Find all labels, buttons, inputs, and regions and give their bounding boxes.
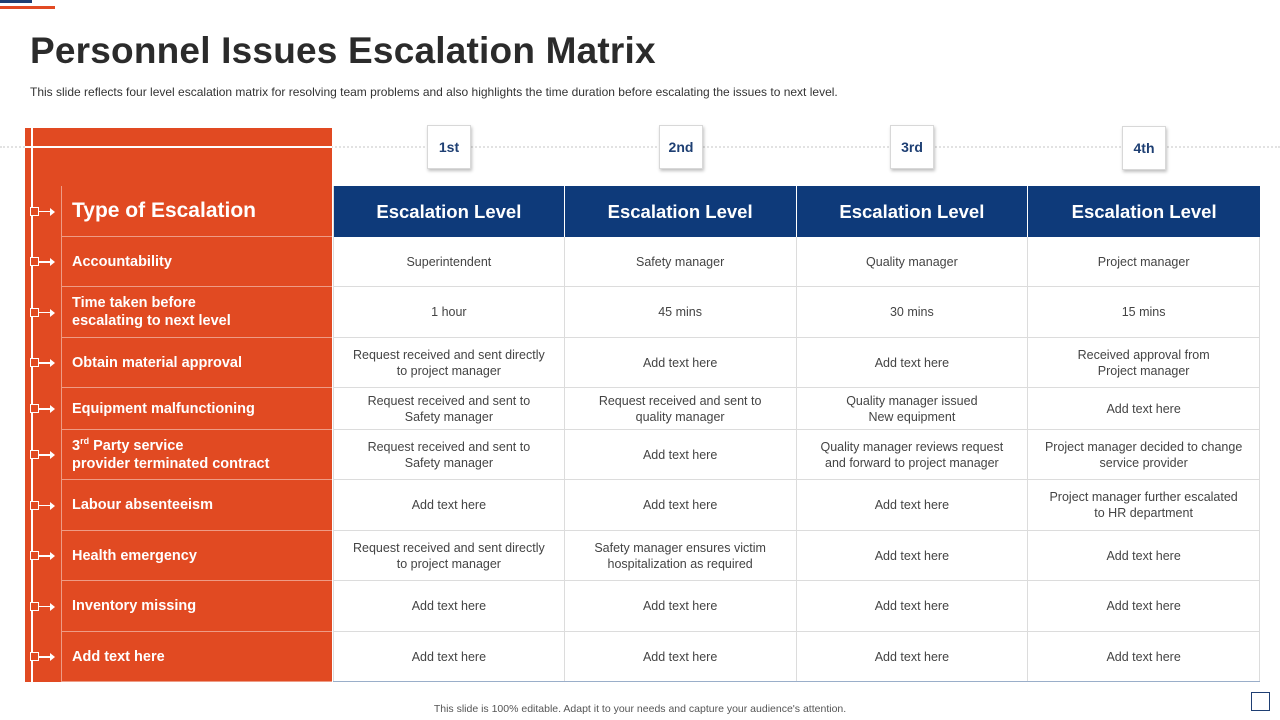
- label-ordinal-number: 3: [72, 437, 81, 454]
- column-header-escalation-level: Escalation Level: [797, 186, 1029, 237]
- table-cell: Superintendent: [333, 237, 565, 287]
- table-cell: 15 mins: [1028, 287, 1260, 338]
- table-cell: Quality manager issued New equipment: [797, 388, 1029, 430]
- table-row: [333, 531, 1260, 581]
- table-cell: Add text here: [797, 531, 1029, 581]
- label-text: Labour absenteeism: [72, 497, 214, 513]
- column-header-escalation-level: Escalation Level: [333, 186, 565, 237]
- escalation-type-label: [61, 430, 332, 480]
- label-text: Inventory missing: [72, 598, 197, 614]
- level-badge-1: 1st: [427, 125, 471, 169]
- row-connector-arrow-icon: [30, 652, 54, 662]
- escalation-type-text: [72, 354, 242, 372]
- row-connector-arrow-icon: [30, 358, 54, 368]
- table-cell: Add text here: [797, 338, 1029, 388]
- escalation-type-label: [61, 388, 332, 430]
- table-cell: Request received and sent directly to project manager: [333, 338, 565, 388]
- table-row: [333, 338, 1260, 388]
- escalation-type-text: [72, 547, 197, 565]
- row-connector-arrow-icon: [30, 207, 54, 217]
- table-row: [333, 237, 1260, 287]
- level-badge-4: 4th: [1122, 126, 1166, 170]
- table-cell: Add text here: [565, 632, 797, 682]
- label-text: Accountability: [72, 253, 172, 270]
- table-cell: 30 mins: [797, 287, 1029, 338]
- table-cell: Received approval from Project manager: [1028, 338, 1260, 388]
- table-cell: Project manager further escalated to HR department: [1028, 480, 1260, 531]
- escalation-type-label: [61, 632, 332, 682]
- escalation-type-label: [61, 480, 332, 531]
- table-row: [333, 287, 1260, 338]
- row-connector-arrow-icon: [30, 501, 54, 511]
- label-text: Obtain material approval: [72, 354, 243, 371]
- table-cell: Add text here: [1028, 581, 1260, 632]
- table-cell: Add text here: [1028, 388, 1260, 430]
- table-cell: Add text here: [1028, 632, 1260, 682]
- row-connector-arrow-icon: [30, 602, 54, 612]
- label-ordinal-suffix: rd: [80, 435, 90, 446]
- table-cell: Request received and sent directly to project manager: [333, 531, 565, 581]
- row-connector-arrow-icon: [30, 450, 54, 460]
- table-cell: Add text here: [797, 632, 1029, 682]
- accent-bar-blue: [0, 0, 32, 3]
- table-header-row: [333, 186, 1260, 237]
- escalation-type-label: [61, 287, 332, 338]
- escalation-type-text: [72, 648, 165, 666]
- type-of-escalation-heading: Type of Escalation: [61, 186, 332, 237]
- panel-top-line: [25, 146, 332, 148]
- label-text: Add text here: [72, 648, 165, 665]
- corner-marker: [1251, 692, 1270, 711]
- escalation-type-text: [72, 294, 231, 330]
- table-cell: Request received and sent to Safety manager: [333, 388, 565, 430]
- table-cell: Project manager: [1028, 237, 1260, 287]
- table-row: [333, 480, 1260, 531]
- table-cell: Add text here: [565, 338, 797, 388]
- level-badge-3: 3rd: [890, 125, 934, 169]
- label-text: Party service provider terminated contract: [72, 437, 270, 472]
- column-header-escalation-level: Escalation Level: [1028, 186, 1260, 237]
- escalation-type-text: [72, 400, 255, 418]
- slide-subtitle: This slide reflects four level escalation matrix for resolving team problems and also highlights the time duration before escalating the issues to next level.: [30, 85, 838, 99]
- table-cell: Add text here: [333, 480, 565, 531]
- row-connector-arrow-icon: [30, 308, 54, 318]
- escalation-type-text: [72, 496, 213, 514]
- table-cell: Add text here: [1028, 531, 1260, 581]
- table-cell: Add text here: [565, 480, 797, 531]
- level-badge-2: 2nd: [659, 125, 703, 169]
- table-cell: Quality manager reviews request and forward to project manager: [797, 430, 1029, 480]
- table-cell: Safety manager ensures victim hospitalization as required: [565, 531, 797, 581]
- slide-footer: This slide is 100% editable. Adapt it to your needs and capture your audience's attention.: [433, 703, 847, 715]
- column-header-escalation-level: Escalation Level: [565, 186, 797, 237]
- table-cell: 1 hour: [333, 287, 565, 338]
- accent-bar-orange: [0, 6, 55, 9]
- escalation-type-label: [61, 581, 332, 632]
- table-cell: Request received and sent to Safety manager: [333, 430, 565, 480]
- label-text: Time taken before escalating to next level: [72, 295, 231, 329]
- table-row: [333, 388, 1260, 430]
- table-bottom-rule: [333, 681, 1260, 682]
- table-cell: Add text here: [333, 581, 565, 632]
- table-cell: Add text here: [797, 480, 1029, 531]
- table-cell: Add text here: [333, 632, 565, 682]
- table-cell: Safety manager: [565, 237, 797, 287]
- escalation-type-text: [72, 437, 269, 473]
- row-connector-arrow-icon: [30, 551, 54, 561]
- table-cell: Project manager decided to change service provider: [1028, 430, 1260, 480]
- table-row: [333, 581, 1260, 632]
- table-cell: 45 mins: [565, 287, 797, 338]
- label-text: Equipment malfunctioning: [72, 400, 255, 417]
- label-text: Health emergency: [72, 547, 197, 564]
- escalation-type-label: [61, 338, 332, 388]
- row-connector-arrow-icon: [30, 257, 54, 267]
- escalation-type-text: [72, 597, 196, 615]
- slide-title: Personnel Issues Escalation Matrix: [30, 30, 656, 71]
- table-cell: Add text here: [565, 581, 797, 632]
- table-cell: Add text here: [797, 581, 1029, 632]
- row-connector-arrow-icon: [30, 404, 54, 414]
- table-cell: Add text here: [565, 430, 797, 480]
- escalation-type-label: [61, 237, 332, 287]
- table-cell: Request received and sent to quality manager: [565, 388, 797, 430]
- escalation-type-text: [72, 253, 172, 271]
- table-row: [333, 430, 1260, 480]
- escalation-type-label: [61, 531, 332, 581]
- table-cell: Quality manager: [797, 237, 1029, 287]
- table-row: [333, 632, 1260, 682]
